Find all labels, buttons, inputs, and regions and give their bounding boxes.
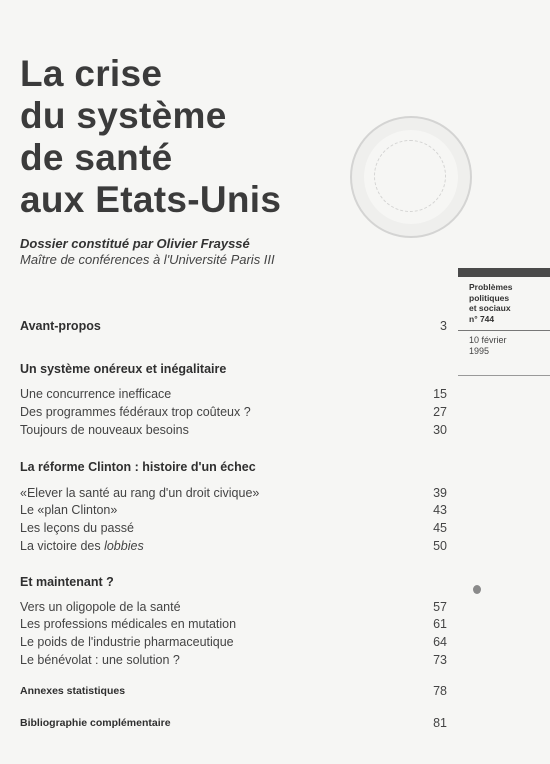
- toc-entry-annexes[interactable]: [20, 683, 447, 699]
- toc-entry-label: Le bénévolat : une solution ?: [20, 653, 180, 667]
- title-line: de santé: [20, 137, 173, 178]
- sidebar-bar: [458, 268, 550, 277]
- series-number: n° 744: [469, 313, 495, 324]
- toc-entry[interactable]: [20, 485, 447, 501]
- author-role: Maître de conférences à l'Université Paris III: [20, 252, 275, 267]
- toc-entry[interactable]: [20, 404, 447, 420]
- sidebar-divider: [458, 375, 550, 376]
- toc-entry[interactable]: [20, 538, 447, 554]
- toc-page-number: 50: [433, 539, 447, 553]
- series-line: Problèmes: [469, 282, 513, 292]
- toc-entry-label: Toujours de nouveaux besoins: [20, 423, 189, 437]
- toc-entry-label: Annexes statistiques: [20, 685, 126, 697]
- toc-entry[interactable]: [20, 520, 447, 536]
- toc-entry[interactable]: [20, 634, 447, 650]
- toc-entry-label: Avant-propos: [20, 319, 101, 333]
- issue-date: [469, 335, 507, 357]
- title-line: aux Etats-Unis: [20, 179, 282, 220]
- toc-page-number: 64: [433, 635, 447, 649]
- toc-entry-label-text: La victoire des: [20, 539, 105, 553]
- title-line: du système: [20, 95, 227, 136]
- toc-entry-label: Vers un oligopole de la santé: [20, 600, 181, 614]
- toc-page-number: 27: [433, 405, 447, 419]
- series-label: [469, 282, 549, 324]
- document-title: [20, 53, 281, 221]
- toc-section-heading: Un système onéreux et inégalitaire: [20, 362, 227, 376]
- toc-entry-label: Le poids de l'industrie pharmaceutique: [20, 635, 234, 649]
- toc-entry-avant-propos[interactable]: [20, 318, 447, 334]
- toc-page-number: 45: [433, 521, 447, 535]
- toc-page-number: 43: [433, 503, 447, 517]
- toc-page-number: 15: [433, 387, 447, 401]
- toc-page-number: 57: [433, 600, 447, 614]
- toc-entry[interactable]: [20, 422, 447, 438]
- toc-entry-label: Le «plan Clinton»: [20, 503, 118, 517]
- series-line: politiques: [469, 292, 510, 303]
- toc-entry[interactable]: [20, 652, 447, 668]
- toc-section-heading: La réforme Clinton : histoire d'un échec: [20, 460, 256, 474]
- toc-page-number: 3: [440, 319, 447, 333]
- toc-entry-label: [20, 538, 144, 554]
- toc-entry-label-italic: lobbies: [104, 539, 144, 553]
- title-line: La crise: [20, 53, 163, 94]
- toc-entry-label: Bibliographie complémentaire: [20, 717, 171, 729]
- toc-page-number: 78: [433, 684, 447, 698]
- toc-page-number: 73: [433, 653, 447, 667]
- toc-entry-label: Les professions médicales en mutation: [20, 617, 237, 631]
- toc-entry[interactable]: [20, 386, 447, 402]
- author-block: [20, 236, 275, 268]
- toc-page-number: 30: [433, 423, 447, 437]
- toc-entry-label: Des programmes fédéraux trop coûteux ?: [20, 405, 251, 419]
- toc-entry-label: «Elever la santé au rang d'un droit civique»: [20, 486, 260, 500]
- date-day: 10 février: [469, 335, 507, 345]
- toc-entry-bibliographie[interactable]: [20, 715, 447, 731]
- toc-entry[interactable]: [20, 616, 447, 632]
- toc-page-number: 61: [433, 617, 447, 631]
- ink-spot: [473, 585, 481, 594]
- toc-entry-label: Une concurrence inefficace: [20, 387, 172, 401]
- toc-entry-label: Les leçons du passé: [20, 521, 134, 535]
- date-year: 1995: [469, 346, 490, 356]
- toc-page-number: 39: [433, 486, 447, 500]
- sidebar-divider: [458, 330, 550, 331]
- toc-entry[interactable]: [20, 502, 447, 518]
- library-stamp: [350, 116, 472, 238]
- toc-entry[interactable]: [20, 599, 447, 615]
- toc-section-heading: Et maintenant ?: [20, 575, 114, 589]
- toc-page-number: 81: [433, 716, 447, 730]
- series-line: et sociaux: [469, 303, 511, 313]
- author-name: Dossier constitué par Olivier Frayssé: [20, 236, 250, 251]
